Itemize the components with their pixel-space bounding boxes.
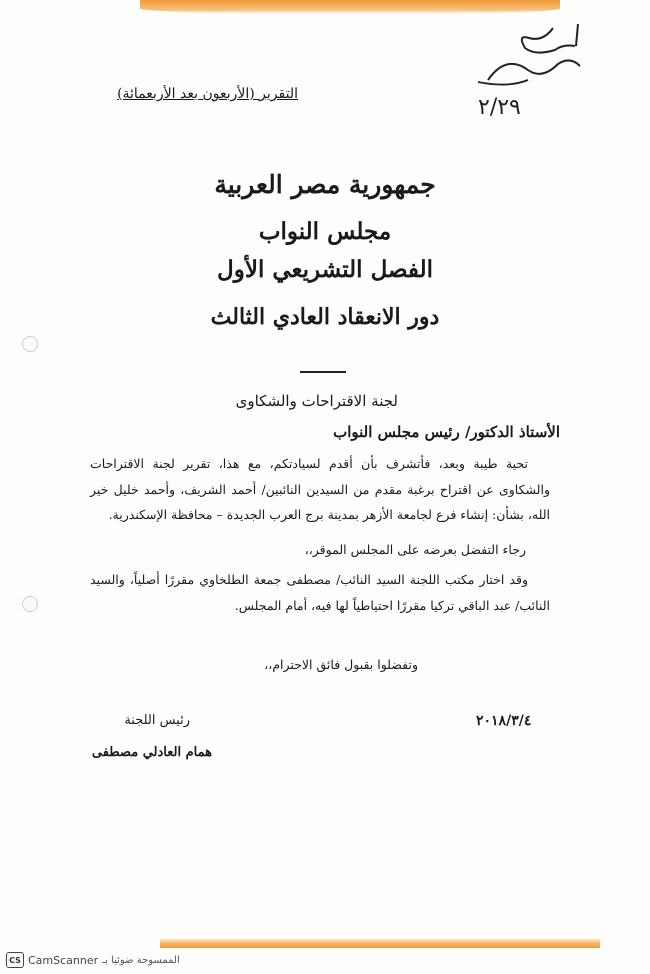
scanner-footer [6,952,180,968]
body-paragraph: وقد اختار مكتب اللجنة السيد النائب/ مصطفى جمعة الطلخاوي مقررًا أصلياً، والسيد النائب/ عبد الباقي تركيا مقررًا احتياطياً لها فيه، أمام المجلس. [90,572,550,613]
paper-edge-bottom [160,938,600,948]
report-number: التقرير (الأربعون بعد الأربعمائة) [117,86,298,102]
signature-name: همام العادلي مصطفى [91,745,212,760]
scanner-caption: الممسوحة ضوئيا بـ [102,954,180,966]
document-date: ٢٠١٨/٣/٤ [476,713,532,729]
divider [300,371,346,373]
scanner-brand: CamScanner [28,953,99,967]
camscanner-logo-icon: CS [6,952,24,968]
body-paragraph: تحية طيبة وبعد، فأتشرف بأن أقدم لسيادتكم، مع هذا، تقرير لجنة الاقتراحات والشكاوى عن اقتراح برغبة مقدم من السيدين النائبين/ أحمد الشريف، وأحمد خليل خير الله، بشأن: إنشاء فرع لجامعة الأزهر بمدينة برج العرب الجديدة – محافظة الإسكندرية. [90,456,550,522]
punch-hole [22,336,38,352]
header-country: جمهورية مصر العربية [214,170,436,199]
header-council: مجلس النواب [258,218,392,245]
header-term: الفصل التشريعي الأول [217,256,433,283]
punch-hole [22,596,38,612]
handwritten-annotation [458,10,588,120]
closing-line: وتفضلوا بقبول فائق الاحترام،، [264,657,418,672]
header-session: دور الانعقاد العادي الثالث [210,304,440,330]
handwritten-date: ٢/٢٩ [478,95,521,120]
signature-title: رئيس اللجنة [124,713,190,728]
committee-name: لجنة الاقتراحات والشكاوى [235,392,398,410]
body-request-line: رجاء التفضل بعرضه على المجلس الموقر،، [304,542,526,557]
addressee: الأستاذ الدكتور/ رئيس مجلس النواب [333,423,560,441]
